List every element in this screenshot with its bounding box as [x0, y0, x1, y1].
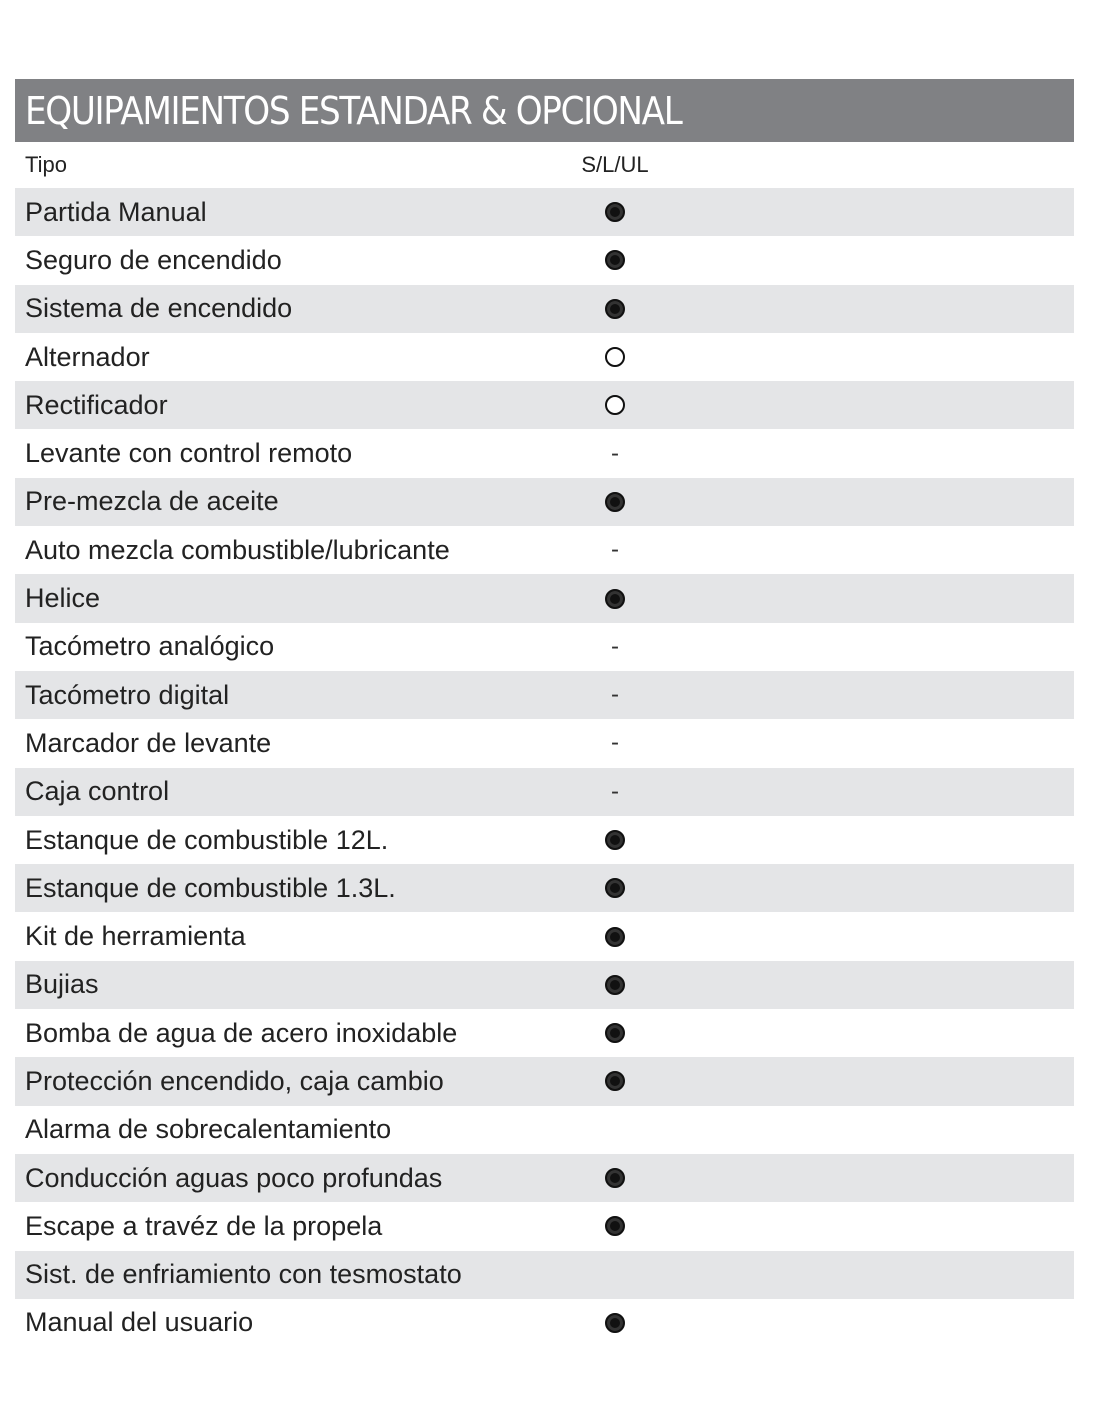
row-label: Tacómetro analógico [25, 631, 275, 662]
row-label: Marcador de levante [25, 727, 272, 758]
equipment-table [15, 188, 1074, 1347]
table-row [15, 526, 1074, 574]
row-label: Bomba de agua de acero inoxidable [25, 1017, 458, 1048]
row-mark [575, 671, 655, 719]
row-label: Auto mezcla combustible/lubricante [25, 534, 450, 565]
row-mark [575, 1154, 655, 1202]
row-label: Partida Manual [25, 196, 207, 227]
table-row [15, 236, 1074, 284]
filled-circle-icon [605, 927, 625, 947]
table-row [15, 864, 1074, 912]
filled-circle-icon [605, 299, 625, 319]
filled-circle-icon [605, 1071, 625, 1091]
row-label: Kit de herramienta [25, 921, 246, 952]
row-mark [575, 912, 655, 960]
table-row [15, 912, 1074, 960]
row-label: Pre-mezcla de aceite [25, 486, 279, 517]
table-row [15, 623, 1074, 671]
header-type: Tipo [25, 152, 67, 177]
table-header [15, 142, 1074, 188]
row-label: Rectificador [25, 389, 168, 420]
row-label: Alarma de sobrecalentamiento [25, 1114, 392, 1145]
table-row [15, 671, 1074, 719]
filled-circle-icon [605, 878, 625, 898]
filled-circle-icon [605, 1313, 625, 1333]
equipment-sheet [15, 79, 1074, 1347]
table-row [15, 188, 1074, 236]
row-mark [575, 1251, 655, 1299]
row-mark [575, 333, 655, 381]
row-label: Sistema de encendido [25, 293, 293, 324]
filled-circle-icon [605, 250, 625, 270]
row-label: Estanque de combustible 1.3L. [25, 872, 396, 903]
table-row [15, 961, 1074, 1009]
row-label: Tacómetro digital [25, 679, 230, 710]
dash-mark: - [611, 777, 619, 805]
row-label: Sist. de enfriamiento con tesmostato [25, 1259, 462, 1290]
row-mark [575, 236, 655, 284]
row-mark [575, 1299, 655, 1347]
filled-circle-icon [605, 975, 625, 995]
row-label: Levante con control remoto [25, 438, 353, 469]
row-label: Manual del usuario [25, 1307, 254, 1338]
row-mark [575, 961, 655, 1009]
table-row [15, 1106, 1074, 1154]
row-mark [575, 623, 655, 671]
row-label: Conducción aguas poco profundas [25, 1162, 443, 1193]
row-label: Protección encendido, caja cambio [25, 1065, 444, 1096]
row-mark [575, 1106, 655, 1154]
row-mark [575, 1202, 655, 1250]
row-mark [575, 188, 655, 236]
table-row [15, 1251, 1074, 1299]
table-row [15, 816, 1074, 864]
title-bar [15, 79, 1074, 142]
row-label: Estanque de combustible 12L. [25, 824, 389, 855]
filled-circle-icon [605, 1216, 625, 1236]
row-label: Helice [25, 583, 101, 614]
row-mark [575, 526, 655, 574]
dash-mark: - [611, 632, 619, 660]
table-row [15, 768, 1074, 816]
row-label: Seguro de encendido [25, 244, 282, 275]
filled-circle-icon [605, 589, 625, 609]
open-circle-icon [605, 395, 625, 415]
filled-circle-icon [605, 830, 625, 850]
filled-circle-icon [605, 1168, 625, 1188]
row-label: Alternador [25, 341, 150, 372]
table-row [15, 1009, 1074, 1057]
row-mark [575, 719, 655, 767]
row-mark [575, 1057, 655, 1105]
table-row [15, 381, 1074, 429]
row-mark [575, 574, 655, 622]
table-row [15, 1154, 1074, 1202]
row-mark [575, 1009, 655, 1057]
table-row [15, 1202, 1074, 1250]
filled-circle-icon [605, 202, 625, 222]
filled-circle-icon [605, 1023, 625, 1043]
table-row [15, 478, 1074, 526]
filled-circle-icon [605, 492, 625, 512]
dash-mark: - [611, 729, 619, 757]
row-label: Bujias [25, 969, 99, 1000]
dash-mark: - [611, 439, 619, 467]
table-row [15, 1057, 1074, 1105]
table-row [15, 285, 1074, 333]
table-row [15, 574, 1074, 622]
row-mark [575, 381, 655, 429]
row-mark [575, 816, 655, 864]
table-row [15, 719, 1074, 767]
page-title: EQUIPAMIENTOS ESTANDAR & OPCIONAL [25, 88, 682, 133]
table-row [15, 1299, 1074, 1347]
table-row [15, 429, 1074, 477]
row-mark [575, 478, 655, 526]
header-value: S/L/UL [581, 152, 649, 177]
row-mark [575, 864, 655, 912]
dash-mark: - [611, 536, 619, 564]
row-label: Escape a travéz de la propela [25, 1210, 383, 1241]
row-mark [575, 429, 655, 477]
row-mark [575, 285, 655, 333]
table-row [15, 333, 1074, 381]
row-mark [575, 768, 655, 816]
row-label: Caja control [25, 776, 170, 807]
dash-mark: - [611, 681, 619, 709]
open-circle-icon [605, 347, 625, 367]
